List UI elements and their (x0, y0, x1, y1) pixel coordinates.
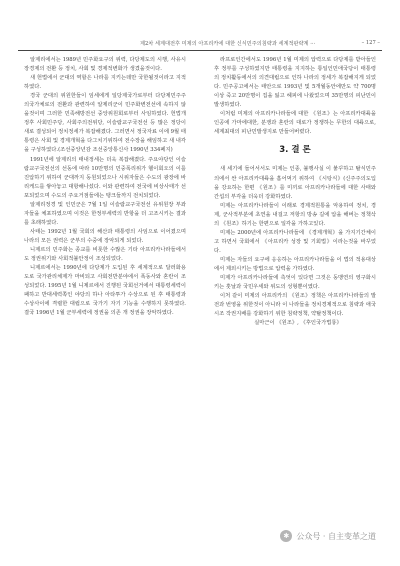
section-heading: 3. 결 론 (279, 145, 311, 156)
paragraph: 알제리정경 및 인민군은 7월 1일 이슬람교구국전선 유위원장 부좌자들을 체포하였으며 이것은 한정부세력의 반항을 더 고조시키는 결과를 초래하였다. (24, 201, 186, 226)
paragraph: 1991년에 알제리의 태내정세는 더욱 복잡해졌다. 주요야당인 이슬람교구국전선의 선동에 따라 10만명의 민중폭리위가 헬이회오의 이를 진압하기 위하여 군대까지 동원되었으나 시위자들은 수도의 광장에 바리케드를 쌓아놓고 대항해나섰다. 이와 관련하여 전국에 비상사태가 선포되었으며 수도의 주요거점들에는 탱크들까지 전치되었다. (24, 156, 186, 199)
paragraph: 이처 같이 미제의 아프리카의 《원조》정책은 아프리카나라들의 발전과 번영을 위한것이 아니라 이 나라들을 정치경제적으로 침략과 애국시조 작권지배를 강화하기 위한 침략정책, 약탈정책이다. (214, 293, 376, 318)
right-column (214, 56, 376, 328)
paragraph: 새 세기에 들어서서도 미제는 인종, 불행사실 이 붉꾸하고 탈식민주의에서 싼 아프리카대륙을 흡어먹기 위하여 《시탕식》(신주주의도입을 강요하는 한편 《원조》를 미끼로 아프리카나라들에 대한 사태와 간섭의 부각을 더욱더 강화하였다. (214, 166, 376, 200)
paragraph: 라프로인간에서도 1996년 1월 미제의 압력으로 다당제를 받아들인 후 정부를 구성하였지만 태통령을 지지하는 통일인민애국당이 태통령의 정치활동에서의 의견대립으로 인하 나라의 정세가 복잡해지게 되었다. 민주공고에서는 태안으로 1993년 및 5개월동안에만도 약 700명이상 죽고 20만명이 집을 잃고 헤피에 나왔었으며 35만명의 피난민이 발생하였다. (214, 57, 376, 109)
author-byline: 실마근이 《원조》, 《후인국가법룡》 (254, 320, 342, 327)
header-rule (18, 50, 382, 51)
watermark (280, 530, 376, 542)
paragraph: 미제는 자들의 요구에 응응하는 아프리카나라들을 이 법의 적용대상에서 제외시키는 방법으로 압력을 가하였다. (214, 256, 376, 272)
paragraph: 경국 군대의 위원한들이 임세에게 일당제국가로부터 다당제민주주의국가체로의 전환과 관련하여 알제리군이 민주화변전선에 속하지 않을것이며 그러한 민족해방전선 중앙위원회로부터 사임하였다. 헌법개정후 사회민주당, 사회주의전위당, 이슬람교구국전선 등 많은 정당이 새로 결성되어 정치정세가 복잡해졌다. 그러면서 정국자료 이에 9월 태통령은 사회 및 경제개혁을 다그치기위하여 전수장을 해임하고 새 내각을 구성하였다.(조선중앙년감 조선중앙통신사 1990년 334페지) (24, 93, 186, 154)
paragraph: 알제리에서는 1989년 민주화요구의 위력, 다당제도의 시행, 사유시장경제의 전환 등 정치, 사회 및 경제적변화가 생겼을것이다. (24, 57, 186, 73)
paragraph: 미제가 아프리카나라들에 측엇이 있다면 그것은 동맹연의 영구화시키는 훗날과 국민우세와 위도의 성형뿐이였다. (214, 275, 376, 291)
left-column (24, 56, 186, 318)
paragraph: 사태는 1992년 1월 국회의 해산과 태통령의 사임으로 이어졌으며 나라의 모든 권력은 군부의 수중에 장악되게 되었다. (24, 228, 186, 244)
running-header (18, 37, 382, 49)
paragraph: 니제르의 민주화는 종교를 비롯한 수많은 기타 아프리카나라들에서도 정권위기와 사회적불안정이 조성되었다. (24, 246, 186, 263)
paragraph: 이처럼 미제의 아프리카나라들에 대한 《원조》는 아프리카대륙을 인공에 가마에대한, 분쟁과 혼란의 대로가 정쟁하는 무한의 대륙으로, 세계최대의 피난민발생지로 만들어버렸다. (214, 111, 376, 136)
paragraph: 미제는 2000년에 아프리카나라들에 《경제개혁》을 가지기간체이고 하면서 국회에서 《아프리카 성장 및 기회법》이라는것을 바꾸었다. (214, 229, 376, 254)
running-title: 제2차 세계대전후 미제의 아프리카에 대한 신식민주의침략과 세계적판략계 ··· (140, 40, 316, 47)
watermark-text: 公众号 · 自主变革之道 (296, 531, 376, 541)
wechat-icon: ✱ (280, 530, 292, 542)
page-number: – 127 – (361, 40, 380, 46)
paragraph: 미제는 아프리카나라들이 이래로 경제적원통을 악용하여 정치, 경제, 군사적부분에 초연을 내걸고 저항의 방송 길에 압을 해버는 정책삭의 《원조》하기는 한편으로 일각을 가하고있다. (214, 202, 376, 227)
paragraph: 니제르에서는 1990년에 다당제가 도입된 후 세계적으로 달러화용도로 국가관리체제가 마비되고 사회전반분야에서 폭동사와 혼란이 조성되었다. 1995년 1월 니제르에서 진행된 국회선거에서 대통령세력이 패하고 반대세력쪽인 야당의 하나 아타투가 수상으로 된 후 태통령과 수상사이에 격렬한 대립으로 국가기 자기 기능을 수행하지 못하였다. 결국 1996년 1월 군부세력에 정권을 의존 개 정권을 장악하였다. (24, 265, 186, 317)
paragraph: 새 헌법에서 군대의 역할은 나라를 지키는데만 국한될것이라고 지적하였다. (24, 75, 186, 91)
